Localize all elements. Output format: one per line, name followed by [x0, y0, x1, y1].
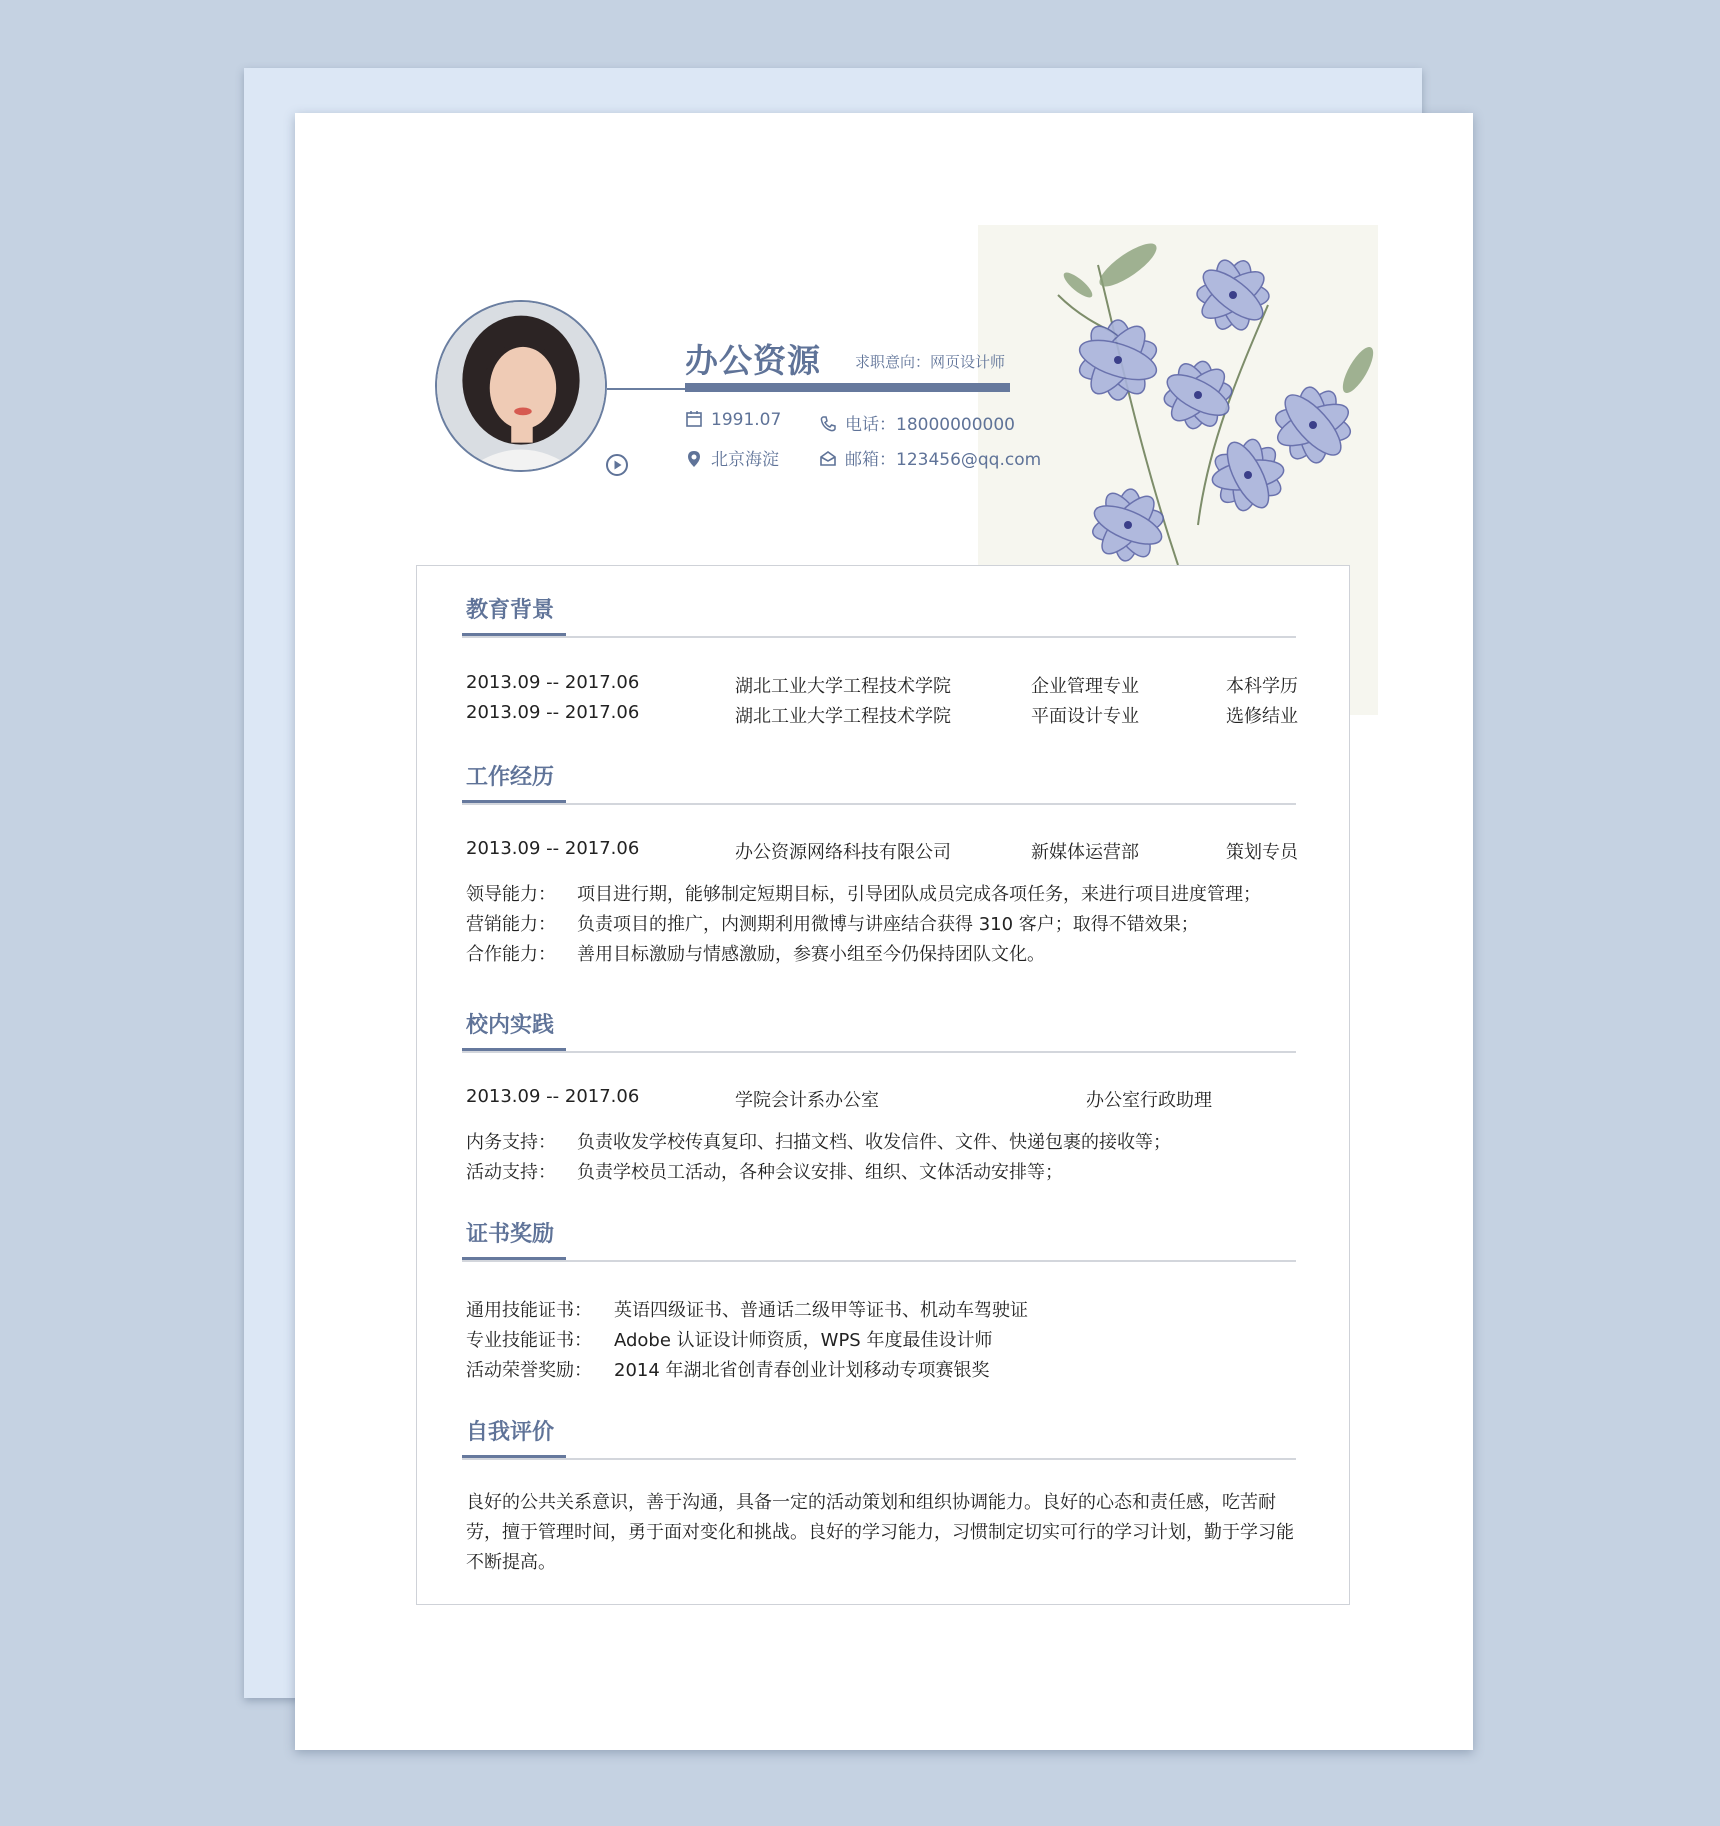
cert-text: 英语四级证书、普通话二级甲等证书、机动车驾驶证	[614, 1300, 1028, 1321]
avatar-photo	[435, 300, 607, 472]
campus-item-label: 活动支持：	[466, 1162, 556, 1183]
work-item-label: 营销能力：	[466, 914, 556, 935]
section-divider	[462, 636, 1296, 638]
campus-org: 学院会计系办公室	[735, 1090, 879, 1111]
play-circle-icon[interactable]	[605, 453, 629, 477]
resume-content	[416, 565, 1350, 1605]
self-evaluation-text: 良好的公共关系意识，善于沟通，具备一定的活动策划和组织协调能力。良好的心态和责任感，吃苦耐劳，擅于管理时间，勇于面对变化和挑战。良好的学习能力，习惯制定切实可行的学习计划，勤于学习能不断提高。	[466, 1492, 1294, 1573]
work-item-label: 合作能力：	[466, 944, 556, 965]
name-underline-bar	[685, 383, 1010, 392]
cert-text: 2014 年湖北省创青春创业计划移动专项赛银奖	[614, 1360, 990, 1381]
cert-label: 专业技能证书：	[466, 1330, 592, 1351]
work-item-label: 领导能力：	[466, 884, 556, 905]
work-item-text: 善用目标激励与情感激励，参赛小组至今仍保持团队文化。	[577, 944, 1045, 965]
work-item-text: 项目进行期，能够制定短期目标，引导团队成员完成各项任务，来进行项目进度管理；	[577, 884, 1261, 905]
edu-school: 湖北工业大学工程技术学院	[735, 706, 951, 727]
birth-info: 1991.07	[685, 410, 781, 430]
section-divider	[462, 1458, 1296, 1460]
calendar-icon	[685, 410, 703, 428]
section-divider	[462, 1260, 1296, 1262]
edu-major: 企业管理专业	[1031, 676, 1139, 697]
location-pin-icon	[685, 450, 703, 468]
work-company: 办公资源网络科技有限公司	[735, 842, 951, 863]
location-info: 北京海淀	[685, 445, 779, 470]
cert-text: Adobe 认证设计师资质，WPS 年度最佳设计师	[614, 1330, 993, 1351]
phone-icon	[819, 415, 837, 433]
mail-icon	[819, 450, 837, 468]
section-divider	[462, 803, 1296, 805]
work-date: 2013.09 -- 2017.06	[466, 838, 640, 859]
campus-item-text: 负责收发学校传真复印、扫描文档、收发信件、文件、快递包裹的接收等；	[577, 1132, 1171, 1153]
edu-school: 湖北工业大学工程技术学院	[735, 676, 951, 697]
campus-date: 2013.09 -- 2017.06	[466, 1086, 640, 1107]
candidate-name: 办公资源	[685, 341, 821, 380]
phone-info: 电话：18000000000	[819, 410, 1015, 435]
edu-major: 平面设计专业	[1031, 706, 1139, 727]
photo-connector-line	[607, 388, 687, 390]
work-item-text: 负责项目的推广，内测期利用微博与讲座结合获得 310 客户；取得不错效果；	[577, 914, 1199, 935]
section-title-education: 教育背景	[466, 598, 555, 623]
campus-role: 办公室行政助理	[1086, 1090, 1212, 1111]
edu-date: 2013.09 -- 2017.06	[466, 702, 640, 723]
edu-degree: 本科学历	[1226, 676, 1298, 697]
edu-date: 2013.09 -- 2017.06	[466, 672, 640, 693]
email-info: 邮箱：123456@qq.com	[819, 445, 1041, 470]
section-title-work: 工作经历	[466, 765, 555, 790]
edu-degree: 选修结业	[1226, 706, 1298, 727]
cert-label: 活动荣誉奖励：	[466, 1360, 592, 1381]
section-divider	[462, 1051, 1296, 1053]
cert-label: 通用技能证书：	[466, 1300, 592, 1321]
work-department: 新媒体运营部	[1031, 842, 1139, 863]
section-title-self: 自我评价	[466, 1420, 555, 1445]
resume-page	[295, 113, 1473, 1750]
section-title-campus: 校内实践	[466, 1013, 555, 1038]
section-title-certs: 证书奖励	[466, 1222, 555, 1247]
work-role: 策划专员	[1226, 842, 1298, 863]
campus-item-text: 负责学校员工活动，各种会议安排、组织、文体活动安排等；	[577, 1162, 1063, 1183]
job-intention: 求职意向：网页设计师	[855, 353, 1006, 371]
campus-item-label: 内务支持：	[466, 1132, 556, 1153]
